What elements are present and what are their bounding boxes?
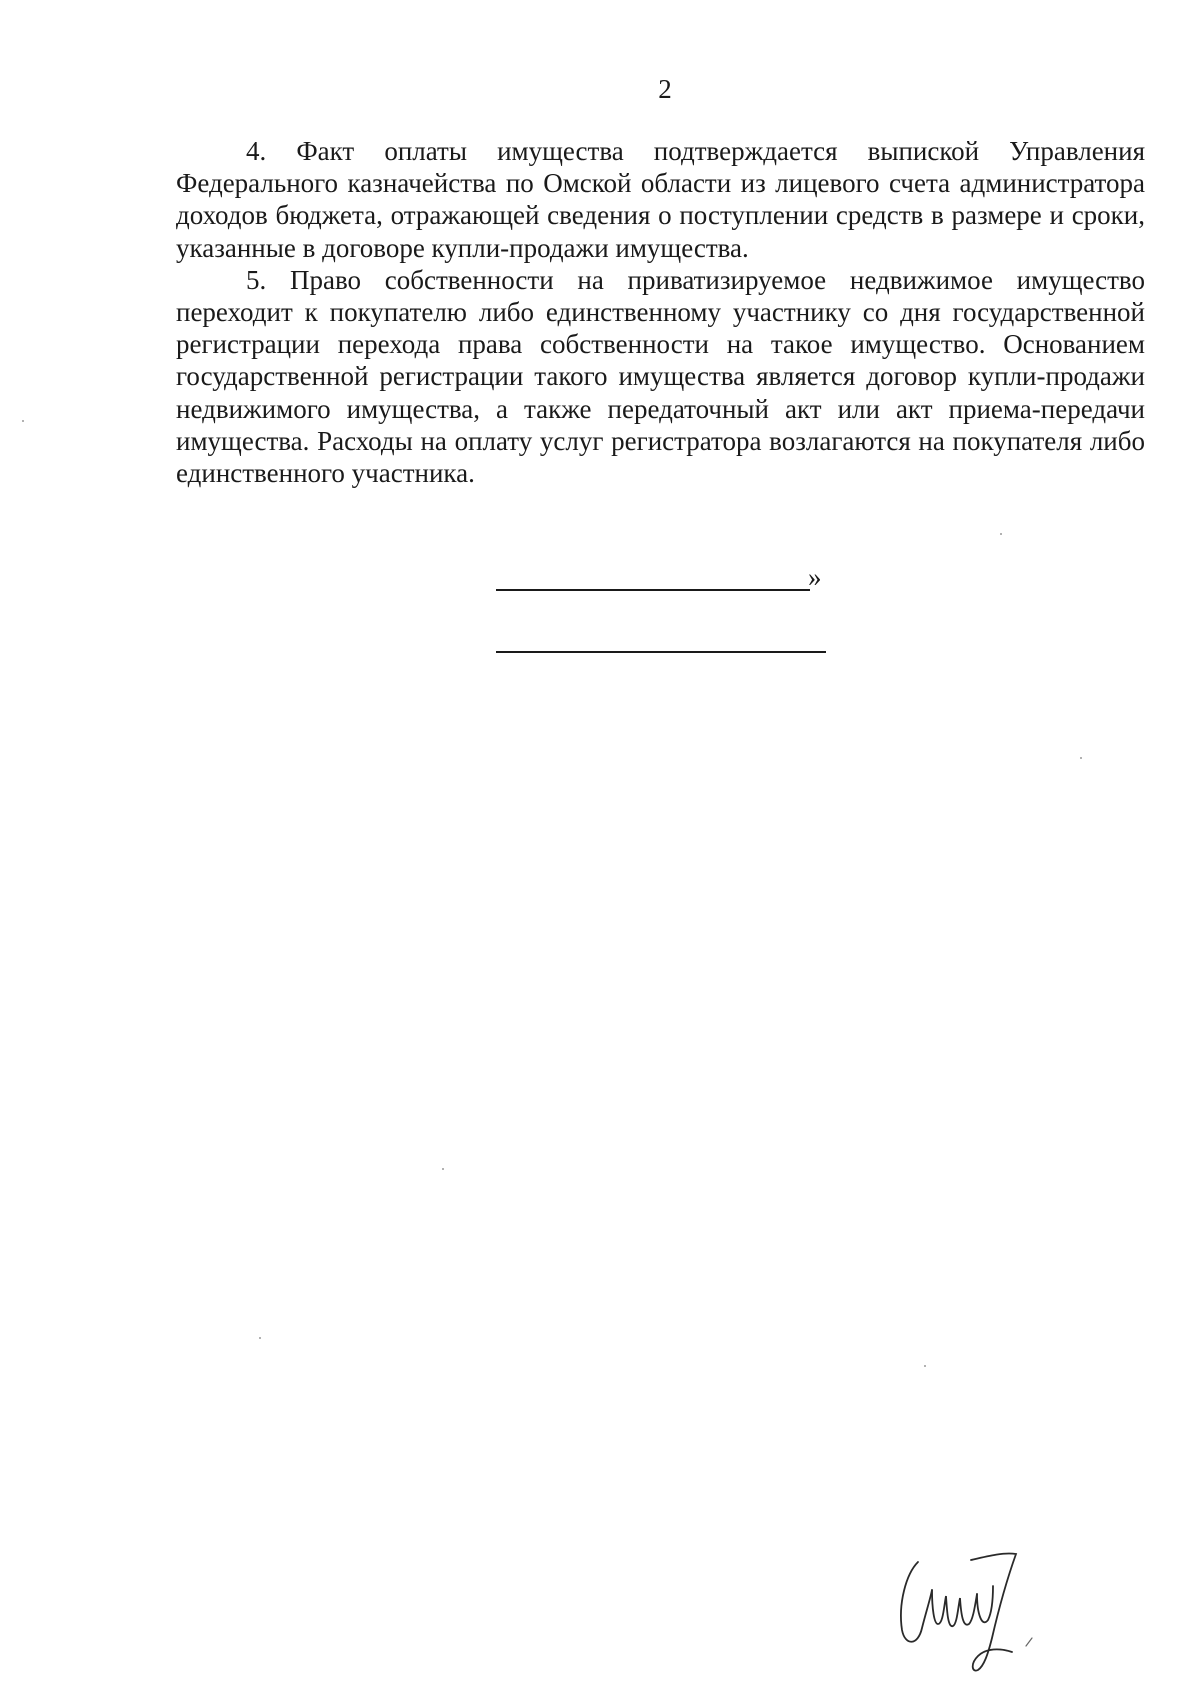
paragraph-5: 5. Право собственности на приватизируемое недвижимое имущество переходит к покупателю либо единственному участнику со дня государственной регистрации перехода права собственности на такое имущество. Основанием государственной регистрации такого имущества является договор купли-продажи недвижимого имущества, а также передаточный акт или акт приема-передачи имущества. Расходы на оплату услуг регистратора возлагаются на покупателя либо единственного участника. — [176, 264, 1145, 489]
scan-speck — [1080, 757, 1082, 759]
scan-speck — [442, 1168, 444, 1170]
paragraph-4: 4. Факт оплаты имущества подтверждается выпиской Управления Федерального казначейства по Омской области из лицевого счета администратора доходов бюджета, отражающей сведения о поступлении средств в размере и сроки, указанные в договоре купли-продажи имущества. — [176, 136, 1145, 263]
handwritten-signature — [892, 1542, 1042, 1677]
closing-line-bottom — [496, 651, 826, 653]
scan-speck — [924, 1365, 926, 1367]
page-number: 2 — [658, 74, 672, 104]
document-body — [176, 135, 1145, 489]
scan-speck — [22, 420, 24, 422]
scan-speck — [259, 1337, 261, 1339]
scan-speck — [1000, 533, 1002, 535]
closing-quote-mark: » — [808, 562, 822, 592]
closing-line-top — [496, 589, 810, 591]
